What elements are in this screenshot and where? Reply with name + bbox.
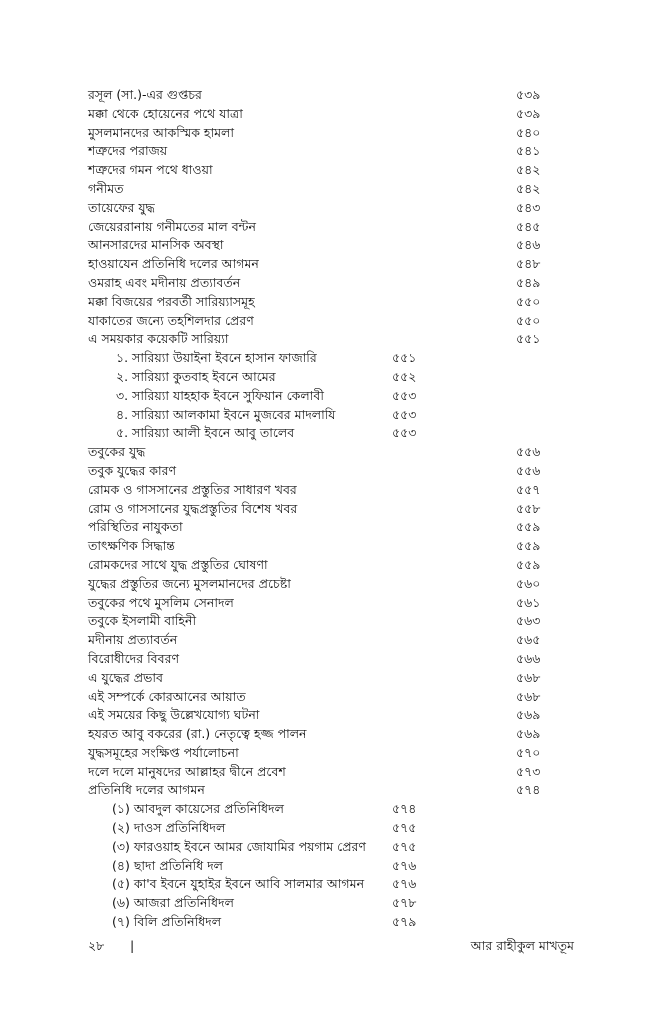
toc-entry <box>88 781 558 800</box>
toc-entry-page: ৫৬৮ <box>516 688 541 704</box>
toc-entry <box>88 462 558 481</box>
toc-entry-title: মক্কা বিজয়ের পরবর্তী সারিয়্যাসমূহ <box>88 293 255 309</box>
toc-entry-title: শত্রুদের পরাজয় <box>88 143 168 159</box>
toc-entry-title: তবুকের পথে মুসলিম সেনাদল <box>88 594 234 610</box>
toc-entry-page: ৫৪২ <box>516 180 541 196</box>
toc-entry-page: ৫৬৯ <box>516 707 541 723</box>
toc-entry-title: শত্রুদের গমন পথে ধাওয়া <box>88 162 213 178</box>
toc-entry-page: ৫৪৬ <box>516 237 541 253</box>
page-number: ২৮ <box>88 938 105 953</box>
toc-entry <box>88 312 558 331</box>
toc-entry <box>88 594 558 613</box>
toc-entry <box>88 688 558 707</box>
toc-entry <box>88 518 558 537</box>
toc-entry-title: যাকাতের জন্যে তহশিলদার প্রেরণ <box>88 312 254 328</box>
toc-entry-title: ১. সারিয়্যা উয়াইনা ইবনে হাসান ফাজারি <box>116 350 317 366</box>
toc-entry-title: হযরত আবু বকরের (রা.) নেতৃত্বে হজ্জ পালন <box>88 726 307 742</box>
toc-subentry <box>88 800 558 819</box>
toc-entry-page: ৫৪৫ <box>516 218 541 234</box>
table-of-contents <box>88 86 558 932</box>
toc-entry-page: ৫৫৩ <box>392 406 417 422</box>
toc-entry <box>88 631 558 650</box>
toc-entry-title: তায়েফের যুদ্ধ <box>88 199 155 215</box>
toc-entry-page: ৫৭৫ <box>392 820 417 836</box>
toc-entry-page: ৫৪৯ <box>516 274 541 290</box>
toc-entry-title: বিরোধীদের বিবরণ <box>88 650 180 666</box>
toc-entry <box>88 105 558 124</box>
toc-entry-page: ৫৫০ <box>516 293 541 309</box>
toc-entry-title: (৫) কা'ব ইবনে যুহাইর ইবনে আবি সালমার আগমন <box>112 876 365 892</box>
toc-entry-title: (৩) ফারওয়াহ ইবনে আমর জোযামির পয়গাম প্রেরণ <box>112 838 366 854</box>
toc-entry-page: ৫৫২ <box>392 368 417 384</box>
toc-entry <box>88 725 558 744</box>
toc-entry-page: ৫৬১ <box>516 594 541 610</box>
toc-entry <box>88 706 558 725</box>
book-title: আর রাহীকুল মাখতূম <box>470 938 574 953</box>
toc-entry-page: ৫৭৪ <box>392 801 417 817</box>
toc-entry-page: ৫৭৪ <box>516 782 541 798</box>
toc-entry-title: রোম ও গাসসানের যুদ্ধপ্রস্তুতির বিশেষ খবর <box>88 500 298 516</box>
toc-entry-page: ৫৭৬ <box>392 876 417 892</box>
toc-entry-title: তবুকে ইসলামী বাহিনী <box>88 613 197 629</box>
toc-entry <box>88 650 558 669</box>
toc-entry-title: এই সম্পর্কে কোরআনের আয়াত <box>88 688 246 704</box>
toc-entry-title: গনীমত <box>88 180 124 196</box>
toc-entry-page: ৫৫১ <box>392 350 417 366</box>
toc-entry-page: ৫৫৭ <box>516 481 541 497</box>
toc-entry-title: দলে দলে মানুষদের আল্লাহর দ্বীনে প্রবেশ <box>88 763 286 779</box>
footer-separator: | <box>130 938 135 953</box>
toc-subentry <box>88 387 558 406</box>
toc-entry-title: মুসলমানদের আকস্মিক হামলা <box>88 124 234 140</box>
toc-entry <box>88 556 558 575</box>
toc-subentry <box>88 819 558 838</box>
toc-entry <box>88 274 558 293</box>
toc-entry-page: ৫৫১ <box>516 331 541 347</box>
toc-entry-page: ৫৫৯ <box>516 556 541 572</box>
toc-entry-title: (৬) আজরা প্রতিনিধিদল <box>112 895 234 911</box>
toc-subentry <box>88 349 558 368</box>
toc-entry-title: (৪) ছাদা প্রতিনিধি দল <box>112 857 223 873</box>
toc-entry-page: ৫৫৬ <box>516 444 541 460</box>
toc-entry-page: ৫৪০ <box>516 124 541 140</box>
toc-entry-title: রোমকদের সাথে যুদ্ধ প্রস্তুতির ঘোষণা <box>88 556 268 572</box>
toc-entry <box>88 481 558 500</box>
toc-entry-title: রসূল (সা.)-এর গুপ্তচর <box>88 87 202 102</box>
toc-entry-title: রোমক ও গাসসানের প্রস্তুতির সাধারণ খবর <box>88 481 297 497</box>
toc-entry-title: ৫. সারিয়্যা আলী ইবনে আবু তালেব <box>116 425 295 441</box>
toc-entry-page: ৫৪১ <box>516 143 541 159</box>
toc-entry-page: ৫৭৮ <box>392 895 417 911</box>
toc-entry-page: ৫৬৯ <box>516 726 541 742</box>
toc-entry-page: ৫৫৬ <box>516 462 541 478</box>
toc-subentry <box>88 838 558 857</box>
toc-entry <box>88 443 558 462</box>
toc-entry-title: জেয়েররানায় গনীমতের মাল বন্টন <box>88 218 256 234</box>
toc-entry-title: তবুকের যুদ্ধ <box>88 444 146 460</box>
toc-entry-page: ৫৫৯ <box>516 538 541 554</box>
toc-entry <box>88 293 558 312</box>
toc-entry-page: ৫৪৮ <box>516 256 541 272</box>
toc-entry-title: তবুক যুদ্ধের কারণ <box>88 462 177 478</box>
toc-entry <box>88 537 558 556</box>
toc-entry-page: ৫৩৯ <box>516 105 541 121</box>
toc-entry-title: ওমরাহ এবং মদীনায় প্রত্যাবর্তন <box>88 274 241 290</box>
toc-entry-title: ৪. সারিয়্যা আলকামা ইবনে মুজবের মাদলাযি <box>116 406 336 422</box>
toc-entry-page: ৫৭৬ <box>392 857 417 873</box>
toc-entry <box>88 236 558 255</box>
toc-entry-page: ৫৬৫ <box>516 632 541 648</box>
toc-entry-title: পরিস্থিতির নাযুকতা <box>88 519 183 535</box>
toc-entry <box>88 612 558 631</box>
toc-entry-page: ৫৫৯ <box>516 519 541 535</box>
toc-entry-title: প্রতিনিধি দলের আগমন <box>88 782 205 798</box>
toc-entry-title: মদীনায় প্রত্যাবর্তন <box>88 632 178 648</box>
toc-entry-title: (২) দাওস প্রতিনিধিদল <box>112 820 226 836</box>
toc-entry-title: ২. সারিয়্যা কুতবাহ ইবনে আমের <box>116 368 276 384</box>
toc-entry-page: ৫৭০ <box>516 744 541 760</box>
toc-entry-page: ৫৫৩ <box>392 425 417 441</box>
toc-subentry <box>88 913 558 932</box>
toc-subentry <box>88 406 558 425</box>
toc-entry-page: ৫৫৮ <box>516 500 541 516</box>
toc-entry-title: মক্কা থেকে হোয়েনের পথে যাত্রা <box>88 105 243 121</box>
toc-entry <box>88 199 558 218</box>
toc-entry-title: হাওয়াযেন প্রতিনিধি দলের আগমন <box>88 256 259 272</box>
toc-entry <box>88 124 558 143</box>
toc-entry-page: ৫৭৫ <box>392 838 417 854</box>
toc-entry <box>88 255 558 274</box>
toc-entry-title: আনসারদের মানসিক অবস্থা <box>88 237 224 253</box>
toc-subentry <box>88 424 558 443</box>
page-footer <box>88 936 574 956</box>
toc-entry-page: ৫৭৩ <box>516 763 541 779</box>
toc-entry-page: ৫৬৮ <box>516 669 541 685</box>
toc-entry-page: ৫৫৩ <box>392 387 417 403</box>
toc-entry-page: ৫৪২ <box>516 162 541 178</box>
toc-subentry <box>88 894 558 913</box>
toc-entry <box>88 669 558 688</box>
toc-entry <box>88 330 558 349</box>
toc-entry <box>88 142 558 161</box>
toc-entry-page: ৫৩৯ <box>516 87 541 102</box>
toc-entry-title: (৭) বিলি প্রতিনিধিদল <box>112 914 222 930</box>
toc-entry-page: ৫৭৯ <box>392 914 417 930</box>
toc-subentry <box>88 875 558 894</box>
toc-subentry <box>88 857 558 876</box>
toc-entry-title: এ সময়কার কয়েকটি সারিয়্যা <box>88 331 229 347</box>
toc-entry-page: ৫৬০ <box>516 575 541 591</box>
toc-entry-title: এ যুদ্ধের প্রভাব <box>88 669 163 685</box>
toc-entry <box>88 575 558 594</box>
toc-entry-title: ৩. সারিয়্যা যাহহাক ইবনে সুফিয়ান কেলাবী <box>116 387 324 403</box>
toc-entry-title: (১) আবদুল কায়েসের প্রতিনিধিদল <box>112 801 284 817</box>
toc-entry <box>88 763 558 782</box>
toc-entry <box>88 86 558 105</box>
toc-entry <box>88 180 558 199</box>
toc-entry-page: ৫৪৩ <box>516 199 541 215</box>
toc-entry-title: তাৎক্ষণিক সিদ্ধান্ত <box>88 538 175 554</box>
toc-entry-page: ৫৬৩ <box>516 613 541 629</box>
toc-entry <box>88 500 558 519</box>
toc-entry-title: যুদ্ধের প্রস্তুতির জন্যে মুসলমানদের প্রচেষ্টা <box>88 575 291 591</box>
toc-entry-title: যুদ্ধসমূহের সংক্ষিপ্ত পর্যালোচনা <box>88 744 239 760</box>
toc-entry <box>88 161 558 180</box>
toc-entry-title: এই সময়ের কিছু উল্লেখযোগ্য ঘটনা <box>88 707 260 723</box>
toc-entry <box>88 218 558 237</box>
toc-subentry <box>88 368 558 387</box>
toc-entry <box>88 744 558 763</box>
toc-entry-page: ৫৬৬ <box>516 650 541 666</box>
toc-entry-page: ৫৫০ <box>516 312 541 328</box>
